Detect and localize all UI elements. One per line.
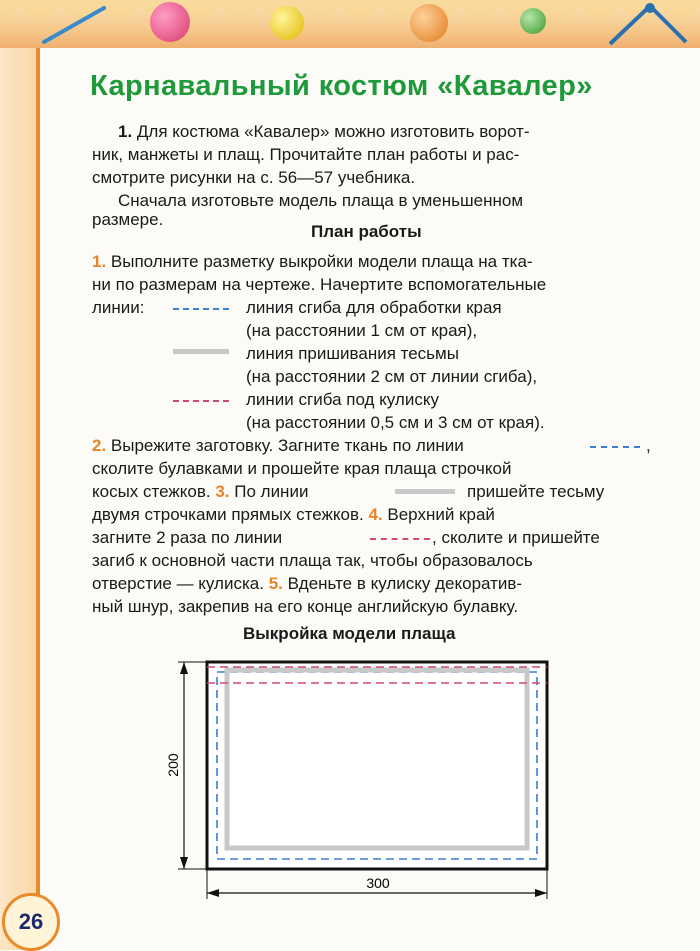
- arrow-left-icon: [207, 889, 219, 897]
- tape-line-sample: [173, 349, 229, 354]
- drawstring-line-sample: [370, 538, 430, 540]
- step-text: Вденьте в кулиску декоратив-: [287, 574, 523, 593]
- legend-label: линия сгиба для обработки края: [246, 298, 502, 317]
- step-line: пришейте тесьму: [467, 482, 605, 501]
- page-margin: [0, 48, 36, 950]
- step-line: [92, 482, 308, 502]
- intro-text: Для костюма «Кавалер» можно изготовить ворот-: [136, 122, 530, 141]
- step-text: косых стежков.: [92, 482, 211, 501]
- figure-caption: Выкройка модели плаща: [243, 624, 456, 643]
- step-line: [92, 574, 522, 594]
- step-line: ный шнур, закрепив на его конце английскую булавку.: [92, 597, 519, 616]
- step-line: [92, 505, 495, 525]
- intro-line: размере.: [92, 210, 164, 229]
- fold-line-sample: [590, 446, 640, 448]
- margin-rule: [36, 48, 40, 950]
- intro-line: Сначала изготовьте модель плаща в уменьшенном: [118, 191, 524, 210]
- legend-label: линия пришивания тесьмы: [246, 344, 459, 363]
- plan-heading: План работы: [311, 222, 422, 241]
- step-text: Верхний край: [387, 505, 495, 524]
- button-icon: [520, 8, 546, 34]
- width-label: 300: [366, 875, 390, 891]
- compass-icon: [600, 2, 690, 46]
- intro-line: ник, манжеты и плащ. Прочитайте план работы и рас-: [92, 145, 520, 164]
- step-text: По линии: [234, 482, 309, 501]
- intro-line: [118, 122, 530, 142]
- legend-note: (на расстоянии 0,5 см и 3 см от края).: [246, 413, 545, 432]
- arrow-up-icon: [180, 662, 188, 674]
- step-line: , сколите и пришейте: [432, 528, 600, 547]
- step-line: [92, 436, 464, 456]
- yarn-ball-icon: [150, 2, 190, 42]
- crochet-hook-icon: [40, 4, 110, 44]
- page-title: Карнавальный костюм «Кавалер»: [90, 70, 593, 102]
- cloak-outline: [207, 662, 547, 869]
- drawstring-line-sample: [173, 400, 229, 402]
- step-number: 2.: [92, 436, 107, 455]
- header-banner: [0, 0, 700, 48]
- step-number: 5.: [268, 574, 283, 593]
- height-label: 200: [165, 753, 181, 777]
- arrow-down-icon: [180, 857, 188, 869]
- tape-line-sample: [395, 489, 455, 494]
- page-number: 26: [18, 909, 44, 934]
- step-number: 1.: [92, 252, 107, 271]
- step-text: двумя строчками прямых стежков.: [92, 505, 364, 524]
- step-line: линии:: [92, 298, 145, 317]
- page-number-badge: [2, 893, 60, 951]
- step-line: [92, 252, 533, 272]
- step-text: Выполните разметку выкройки модели плаща на тка-: [110, 252, 533, 271]
- step-text: Вырежите заготовку. Загните ткань по линии: [110, 436, 464, 455]
- step-text: отверстие — кулиска.: [92, 574, 264, 593]
- intro-number: 1.: [118, 122, 133, 141]
- step-line: ни по размерам на чертеже. Начертите вспомогательные: [92, 275, 547, 294]
- pattern-diagram: [160, 650, 580, 900]
- step-number: 4.: [368, 505, 383, 524]
- legend-note: (на расстоянии 2 см от линии сгиба),: [246, 367, 538, 386]
- comma: ,: [646, 436, 651, 455]
- fold-line-sample: [173, 308, 229, 310]
- step-line: загиб к основной части плаща так, чтобы образовалось: [92, 551, 533, 570]
- legend-note: (на расстоянии 1 см от края),: [246, 321, 478, 340]
- button-icon: [270, 6, 304, 40]
- button-icon: [410, 4, 448, 42]
- legend-label: линии сгиба под кулиску: [246, 390, 439, 409]
- intro-line: смотрите рисунки на с. 56—57 учебника.: [92, 168, 416, 187]
- step-line: загните 2 раза по линии: [92, 528, 283, 547]
- arrow-right-icon: [535, 889, 547, 897]
- step-line: сколите булавками и прошейте края плаща строчкой: [92, 459, 512, 478]
- step-number: 3.: [215, 482, 230, 501]
